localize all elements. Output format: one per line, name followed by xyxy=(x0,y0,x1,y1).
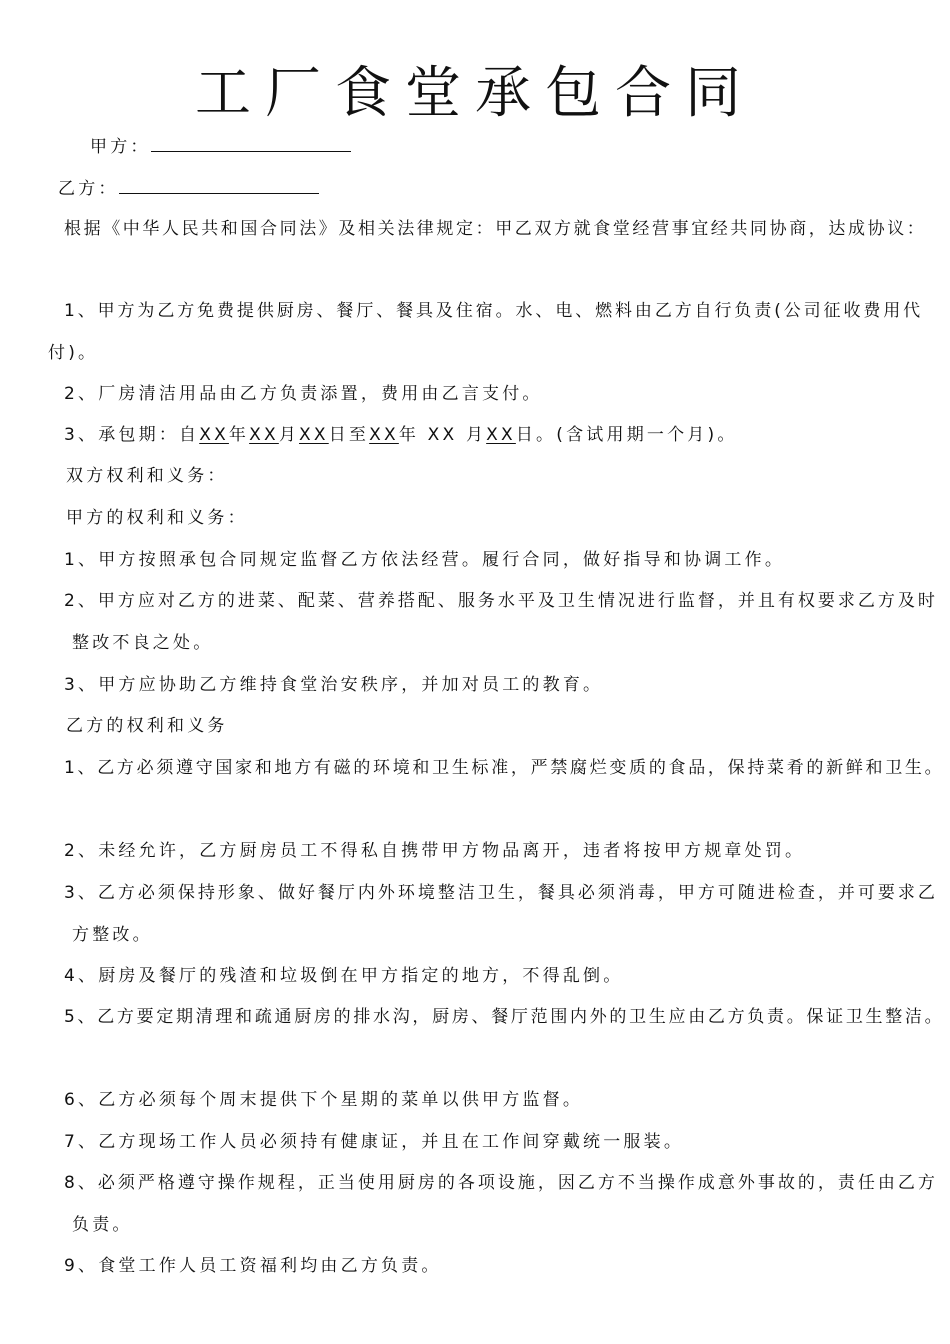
party-b-right-3-line-2: 方整改。 xyxy=(72,925,153,945)
term-1-line-1: 1、甲方为乙方免费提供厨房、餐厅、餐具及住宿。水、电、燃料由乙方自行负责(公司征收费用代 xyxy=(64,301,924,321)
term-3-end-year: XX xyxy=(369,425,399,445)
party-a-right-3: 3、甲方应协助乙方维持食堂治安秩序，并加对员工的教育。 xyxy=(64,675,604,695)
term-3-sep-2: 月 xyxy=(278,425,300,445)
party-b-rights-heading: 乙方的权利和义务 xyxy=(66,716,228,736)
term-2: 2、厂房清洁用品由乙方负责添置，费用由乙言支付。 xyxy=(64,384,543,404)
party-b-right-8-line-1: 8、必须严格遵守操作规程，正当使用厨房的各项设施，因乙方不当操作成意外事故的，责任由乙方 xyxy=(64,1173,938,1193)
party-b-line xyxy=(58,178,319,200)
term-3 xyxy=(64,424,738,446)
rights-heading: 双方权利和义务： xyxy=(66,466,228,486)
term-3-end-day: XX xyxy=(486,425,516,445)
intro-paragraph: 根据《中华人民共和国合同法》及相关法律规定：甲乙双方就食堂经营事宜经共同协商，达成协议： xyxy=(64,219,927,239)
party-a-line xyxy=(90,136,351,158)
party-b-blank xyxy=(119,179,319,194)
party-b-right-4: 4、厨房及餐厅的残渣和垃圾倒在甲方指定的地方，不得乱倒。 xyxy=(64,966,624,986)
term-3-prefix: 3、承包期：自 xyxy=(64,425,200,445)
party-b-label: 乙方： xyxy=(58,179,119,199)
party-a-rights-heading: 甲方的权利和义务： xyxy=(66,508,248,528)
term-3-start-year: XX xyxy=(199,425,229,445)
term-3-sep-4: 年 XX 月 xyxy=(398,425,487,445)
term-3-sep-1: 年 xyxy=(228,425,250,445)
term-1-line-2: 付)。 xyxy=(48,343,99,363)
party-b-right-9: 9、食堂工作人员工资福利均由乙方负责。 xyxy=(64,1256,442,1276)
document-title: 工厂食堂承包合同 xyxy=(195,61,755,126)
party-b-right-5: 5、乙方要定期清理和疏通厨房的排水沟，厨房、餐厅范围内外的卫生应由乙方负责。保证卫生整洁。 xyxy=(64,1007,945,1027)
party-b-right-1: 1、乙方必须遵守国家和地方有磁的环境和卫生标准，严禁腐烂变质的食品，保持菜肴的新鲜和卫生。 xyxy=(64,758,945,778)
party-b-right-6: 6、乙方必须每个周末提供下个星期的菜单以供甲方监督。 xyxy=(64,1090,584,1110)
party-a-blank xyxy=(151,137,351,152)
term-3-start-day: XX xyxy=(299,425,329,445)
party-b-right-7: 7、乙方现场工作人员必须持有健康证，并且在工作间穿戴统一服装。 xyxy=(64,1132,685,1152)
party-a-right-1: 1、甲方按照承包合同规定监督乙方依法经营。履行合同，做好指导和协调工作。 xyxy=(64,550,786,570)
term-3-start-month: XX xyxy=(249,425,279,445)
term-3-suffix: 日。(含试用期一个月)。 xyxy=(515,425,738,445)
party-b-right-3-line-1: 3、乙方必须保持形象、做好餐厅内外环境整洁卫生，餐具必须消毒，甲方可随进检查，并可要求乙 xyxy=(64,883,938,903)
term-3-sep-3: 日至 xyxy=(328,425,370,445)
party-a-right-2-line-1: 2、甲方应对乙方的进菜、配菜、营养搭配、服务水平及卫生情况进行监督，并且有权要求乙方及时 xyxy=(64,591,938,611)
party-b-right-2: 2、未经允许，乙方厨房员工不得私自携带甲方物品离开，违者将按甲方规章处罚。 xyxy=(64,841,806,861)
party-a-label: 甲方： xyxy=(90,137,151,157)
party-a-right-2-line-2: 整改不良之处。 xyxy=(72,633,214,653)
party-b-right-8-line-2: 负责。 xyxy=(72,1215,133,1235)
